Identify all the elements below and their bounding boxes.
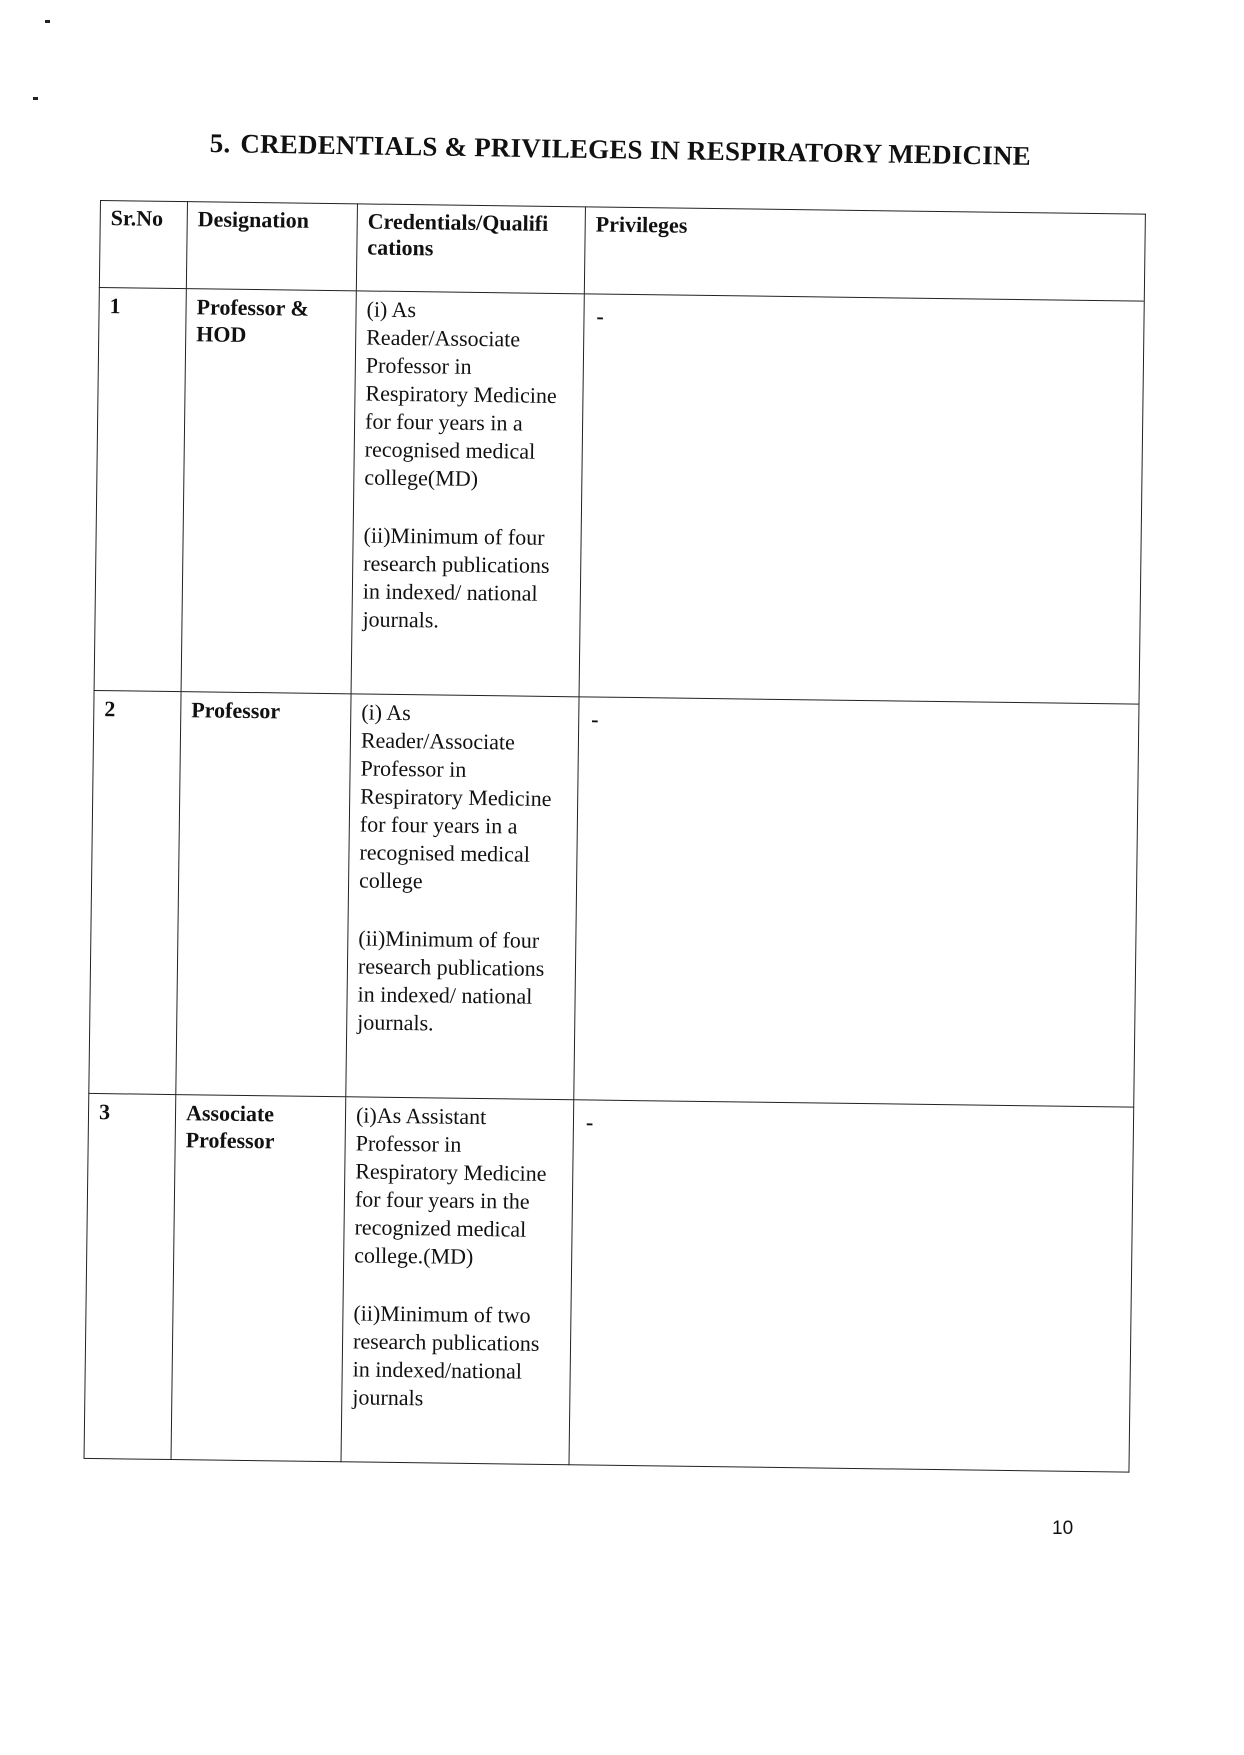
credentials-table-wrapper — [84, 200, 1145, 1473]
designation-cell: Associate Professor — [171, 1095, 346, 1462]
privileges-value: - — [591, 706, 599, 732]
header-sr-no: Sr.No — [99, 201, 187, 289]
designation-cell: Professor — [176, 692, 351, 1097]
page-number: 10 — [1052, 1518, 1074, 1539]
credential-item: (i)As Assistant Professor in Respiratory Medicine for four years in the recognized medical college.(MD) — [354, 1102, 547, 1269]
section-title — [210, 128, 1110, 173]
credentials-cell — [346, 694, 579, 1100]
section-number: 5. — [209, 128, 231, 159]
credentials-table — [84, 200, 1146, 1473]
credential-item: (ii)Minimum of two research publications in indexed/national journals — [352, 1300, 540, 1411]
credential-item: (ii)Minimum of four research publications in indexed/ national journals. — [357, 925, 545, 1036]
table-row — [94, 287, 1144, 704]
privileges-cell — [579, 294, 1144, 704]
privileges-cell — [574, 697, 1139, 1107]
scan-mark — [45, 20, 50, 23]
table-row — [84, 1093, 1134, 1472]
sr-no-cell: 3 — [84, 1093, 176, 1459]
header-privileges: Privileges — [584, 207, 1145, 301]
table-header-row — [99, 201, 1145, 302]
designation-cell: Professor & HOD — [181, 289, 356, 694]
header-designation: Designation — [186, 202, 357, 291]
credentials-cell — [351, 291, 584, 697]
sr-no-cell: 1 — [94, 287, 186, 691]
privileges-value: - — [585, 1109, 594, 1135]
credential-item: (i) As Reader/Associate Professor in Respiratory Medicine for four years in a recognised medical college(MD) — [364, 296, 557, 491]
section-title-text: CREDENTIALS & PRIVILEGES IN RESPIRATORY MEDICINE — [240, 128, 1032, 171]
credential-item: (ii)Minimum of four research publications in indexed/ national journals. — [362, 522, 550, 633]
table-row — [89, 690, 1139, 1107]
credential-item: (i) As Reader/Associate Professor in Respiratory Medicine for four years in a recognised medical college — [358, 699, 552, 894]
header-credentials: Credentials/Qualifi cations — [356, 204, 585, 294]
scan-mark — [33, 97, 38, 100]
privileges-value: - — [596, 303, 605, 329]
credentials-cell — [341, 1097, 574, 1465]
privileges-cell — [569, 1100, 1134, 1472]
sr-no-cell: 2 — [89, 690, 181, 1094]
